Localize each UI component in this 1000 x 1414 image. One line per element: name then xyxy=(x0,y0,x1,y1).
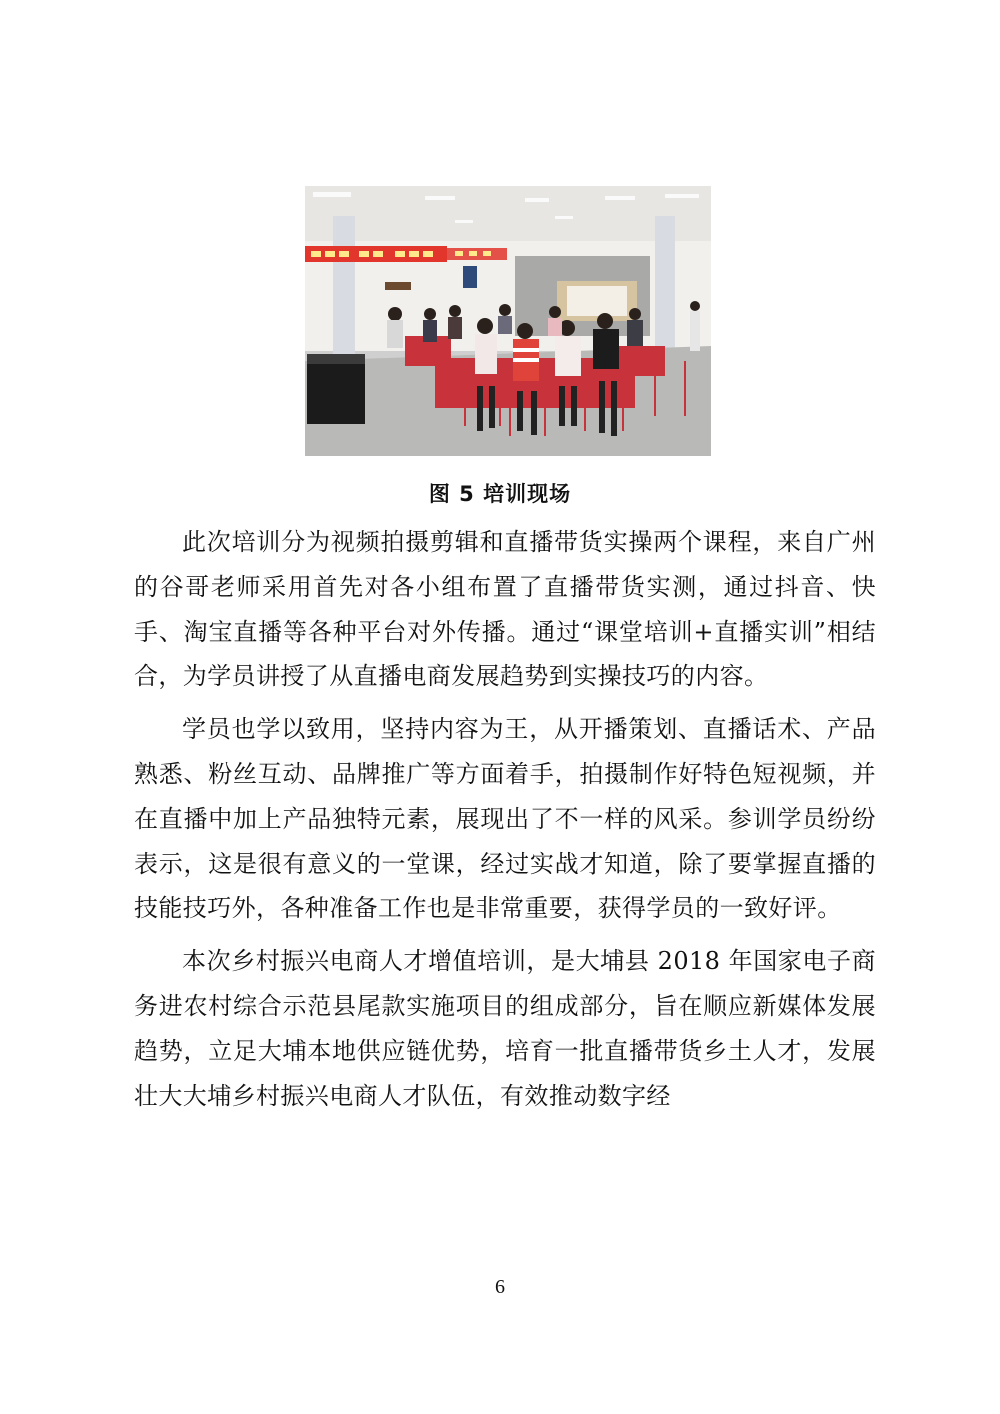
ceiling xyxy=(305,186,711,246)
back-door-panel xyxy=(567,286,627,316)
speaker-cart xyxy=(307,364,365,424)
wall-poster xyxy=(463,266,477,288)
body-text xyxy=(134,520,876,1126)
page-number: 6 xyxy=(495,1276,505,1298)
training-site-photo xyxy=(305,186,711,456)
speaker-cart-top xyxy=(307,354,365,364)
pillar-left xyxy=(333,216,355,376)
paragraph-learning-outcomes: 学员也学以致用，坚持内容为王，从开播策划、直播话术、产品熟悉、粉丝互动、品牌推广等方面着手，拍摄制作好特色短视频，并在直播中加上产品独特元素，展现出了不一样的风采。参训学员纷纷表示，这是很有意义的一堂课，经过实战才知道，除了要掌握直播的技能技巧外，各种准备工作也是非常重要，获得学员的一致好评。 xyxy=(134,715,876,923)
training-room-scene xyxy=(305,186,711,456)
paragraph-project-background: 本次乡村振兴电商人才增值培训，是大埔县 2018 年国家电子商务进农村综合示范县尾款实施项目的组成部分，旨在顺应新媒体发展趋势，立足大埔本地供应链优势，培育一批直播带货乡土人才，发展壮大大埔乡村振兴电商人才队伍，有效推动数字经 xyxy=(134,947,876,1110)
paragraph-training-courses: 此次培训分为视频拍摄剪辑和直播带货实操两个课程，来自广州的谷哥老师采用首先对各小组布置了直播带货实测，通过抖音、快手、淘宝直播等各种平台对外传播。通过“课堂培训+直播实训”相结合，为学员讲授了从直播电商发展趋势到实操技巧的内容。 xyxy=(134,528,876,691)
figure-caption: 图 5 培训现场 xyxy=(428,482,572,506)
wall-sign xyxy=(385,282,411,290)
